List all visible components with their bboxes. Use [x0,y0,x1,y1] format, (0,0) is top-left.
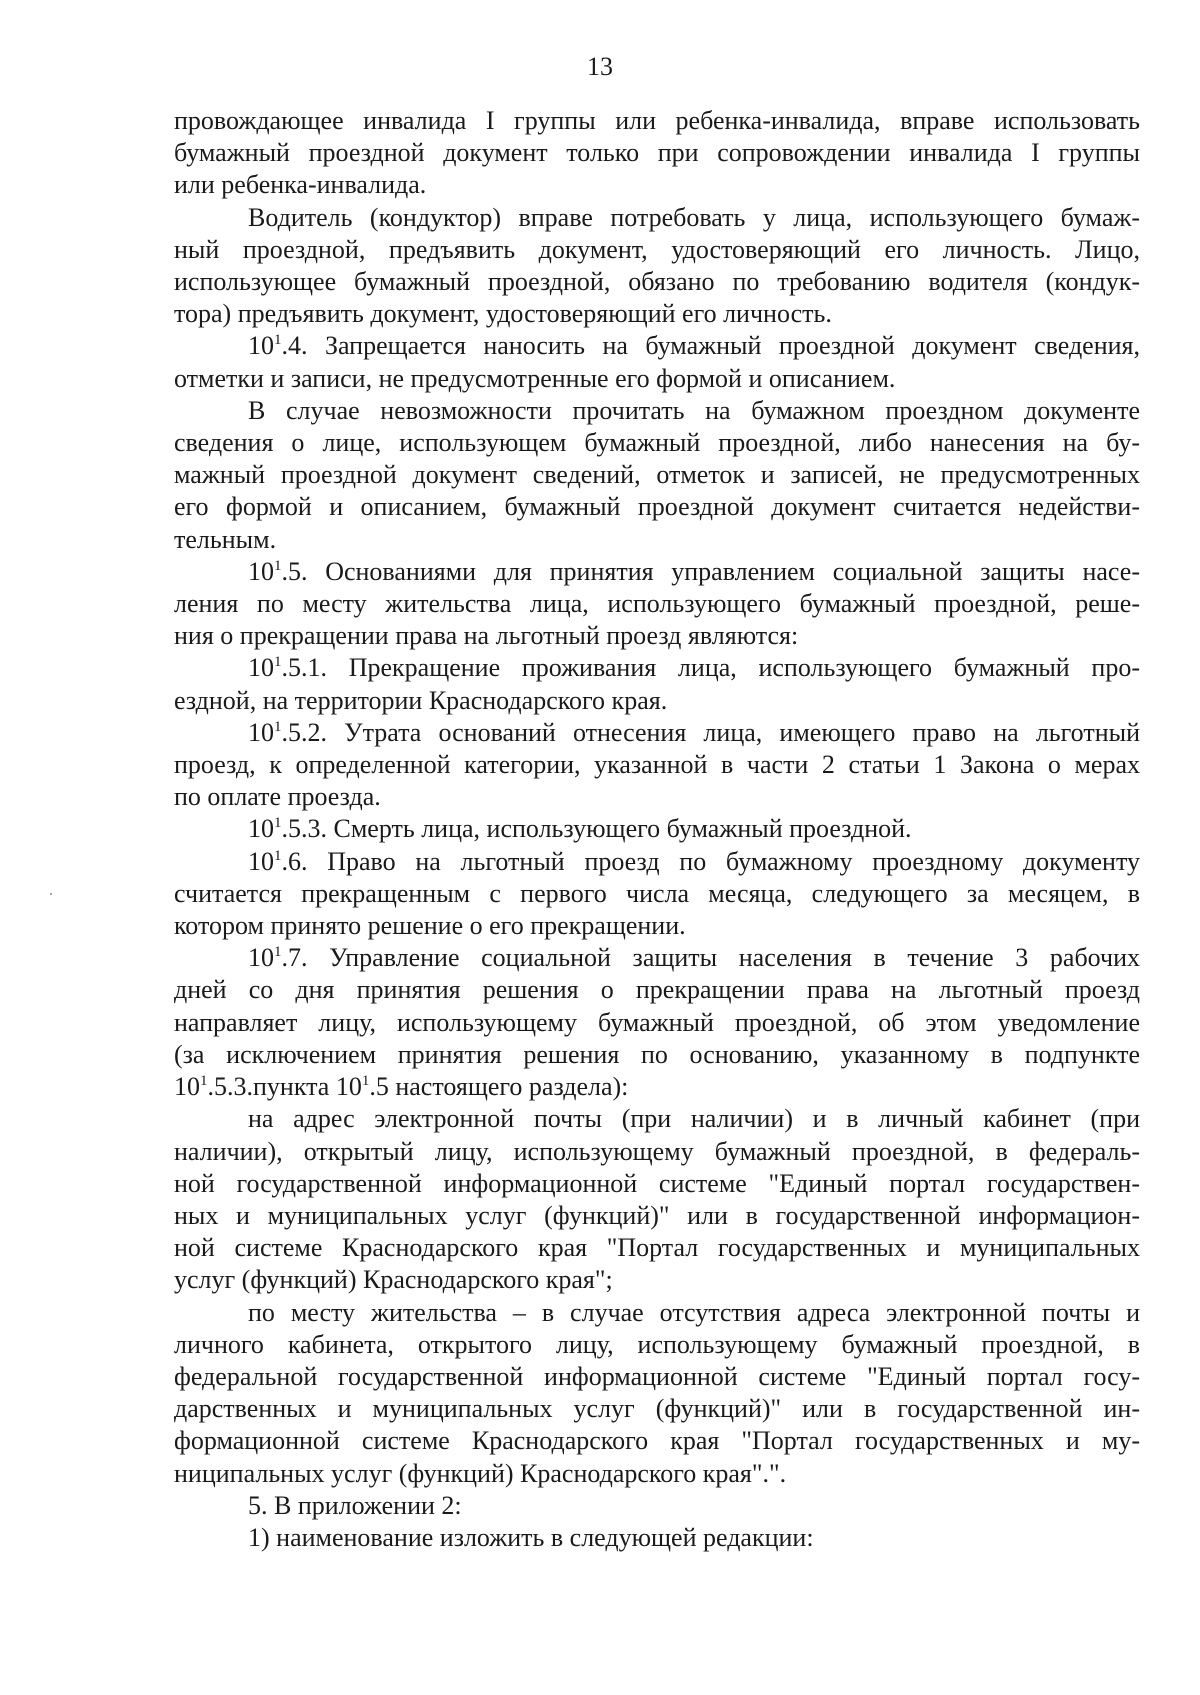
text-line [174,846,1140,878]
text-line: дарственных и муниципальных услуг (функций)" или в государственной ин- [174,1394,1140,1424]
text-line: считается прекращенным с первого числа месяца, следующего за месяцем, в [174,878,1140,908]
text-line [174,942,1140,974]
text-line: по оплате проезда. [174,782,381,812]
text-line: 5. В приложении 2: [248,1490,462,1520]
clause-superscript: 1 [361,1073,370,1090]
text-line: наличии), открытый лицу, использующему бумажный проездной, в федераль- [174,1136,1140,1166]
text-line: тельным. [174,524,277,554]
text-line: ных и муниципальных услуг (функций)" или в государственной информацион- [174,1200,1140,1230]
text-line: котором принято решение о его прекращении. [174,911,686,941]
text-line: ления по месту жительства лица, использующего бумажный проездной, реше- [174,589,1140,619]
clause-10-1-5 [174,556,1140,653]
text-line: ниципальных услуг (функций) Краснодарского края".". [174,1458,787,1488]
text-line: проезд, к определенной категории, указанной в части 2 статьи 1 Закона о мерах [174,750,1140,780]
clause-number: 10 [248,814,274,844]
text-line: провождающее инвалида I группы или ребенка-инвалида, вправе использовать [174,106,1140,135]
text-line: ной системе Краснодарского края "Портал государственных и муниципальных [174,1233,1140,1263]
clause-number: 10 [248,846,274,876]
scan-speck [50,893,52,895]
clause-10-1-5-2 [174,717,1140,814]
text-line [174,556,1140,588]
text-line: направляет лицу, использующему бумажный проездной, об этом уведомление [174,1007,1140,1037]
text-line: (за исключением принятия решения по основанию, указанному в подпункте [174,1039,1140,1069]
text-line [174,1071,1140,1103]
clause-number: 10 [248,556,274,586]
clause-superscript: 1 [274,718,282,735]
paragraph-residence-notice [174,1297,1140,1490]
text-line: тора) предъявить документ, удостоверяющий его личность. [174,299,832,329]
clause-text: .7. Управление социальной защиты населения в течение 3 рабочих [281,943,1140,973]
text-line: на адрес электронной почты (при наличии) и в личный кабинет (при [248,1104,1140,1134]
text-line: бумажный проездной документ только при сопровождении инвалида I группы [174,138,1140,168]
clause-10-1-4 [174,330,1140,394]
text-line: 1) наименование изложить в следующей редакции: [248,1522,814,1552]
text-line: Водитель (кондуктор) вправе потребовать у лица, использующего бумаж- [248,202,1140,232]
clause-number: 10 [174,1072,200,1102]
clause-number: 10 [248,331,274,361]
clause-superscript: 1 [274,944,282,961]
text-line: личного кабинета, открытого лицу, использующему бумажный проездной, в [174,1329,1140,1359]
text-line: сведения о лице, использующем бумажный проездной, либо нанесения на бу- [174,428,1140,458]
clause-text: .5. Основаниями для принятия управлением социальной защиты насе- [281,556,1140,586]
text-line: ния о прекращении права на льготный проезд являются: [174,621,799,651]
text-line: услуг (функций) Краснодарского края"; [174,1265,613,1295]
clause-10-1-6 [174,846,1140,943]
paragraph-appendix-2 [174,1490,1140,1522]
clause-text: .5.3.пункта [207,1072,336,1102]
clause-number: 10 [248,717,274,747]
clause-number: 10 [248,943,274,973]
clause-10-1-5-1 [174,652,1140,716]
text-line: его формой и описанием, бумажный проездной документ считается недействи- [174,492,1140,522]
paragraph-continuation [174,105,1140,202]
paragraph-name-revision [174,1522,1140,1554]
text-line: формационной системе Краснодарского края "Портал государственных и му- [174,1426,1140,1456]
clause-number: 10 [335,1072,362,1102]
clause-superscript: 1 [274,654,282,671]
document-body [174,105,1140,1554]
clause-text: .5 настоящего раздела): [369,1072,629,1102]
clause-superscript: 1 [274,332,282,349]
clause-superscript: 1 [274,815,282,832]
text-line: федеральной государственной информационной системе "Единый портал госу- [174,1361,1140,1391]
text-line [174,717,1140,749]
clause-text: .4. Запрещается наносить на бумажный проездной документ сведения, [281,331,1140,361]
text-line: отметки и записи, не предусмотренные его формой и описанием. [174,363,896,393]
clause-superscript: 1 [200,1073,208,1090]
page-number: 13 [587,52,613,81]
text-line: по месту жительства – в случае отсутствия адреса электронной почты и [248,1297,1140,1327]
text-line: дней со дня принятия решения о прекращении права на льготный проезд [174,975,1140,1005]
text-line: или ребенка-инвалида. [174,170,427,200]
text-line: мажный проездной документ сведений, отметок и записей, не предусмотренных [174,460,1140,490]
text-line: использующее бумажный проездной, обязано по требованию водителя (кондук- [174,267,1140,297]
paragraph-invalid-document [174,395,1140,556]
paragraph-driver-request [174,202,1140,331]
text-line [174,652,1140,684]
clause-number: 10 [248,653,274,683]
clause-superscript: 1 [274,557,282,574]
text-line [174,330,1140,362]
clause-10-1-7 [174,942,1140,1103]
text-line [174,813,1140,845]
text-line: В случае невозможности прочитать на бумажном проездном документе [248,395,1140,425]
clause-10-1-5-3 [174,813,1140,845]
text-line: ездной, на территории Краснодарского края. [174,685,668,715]
clause-text: .5.2. Утрата оснований отнесения лица, имеющего право на льготный [281,717,1140,747]
text-line: ный проездной, предъявить документ, удостоверяющий его личность. Лицо, [174,234,1140,264]
clause-text: .5.1. Прекращение проживания лица, использующего бумажный про- [281,653,1140,683]
clause-text: .6. Право на льготный проезд по бумажному проездному документу [281,846,1140,876]
text-line: ной государственной информационной системе "Единый портал государствен- [174,1168,1140,1198]
clause-superscript: 1 [274,847,282,864]
clause-text: .5.3. Смерть лица, использующего бумажный проездной. [281,814,912,844]
paragraph-email-notice [174,1103,1140,1296]
